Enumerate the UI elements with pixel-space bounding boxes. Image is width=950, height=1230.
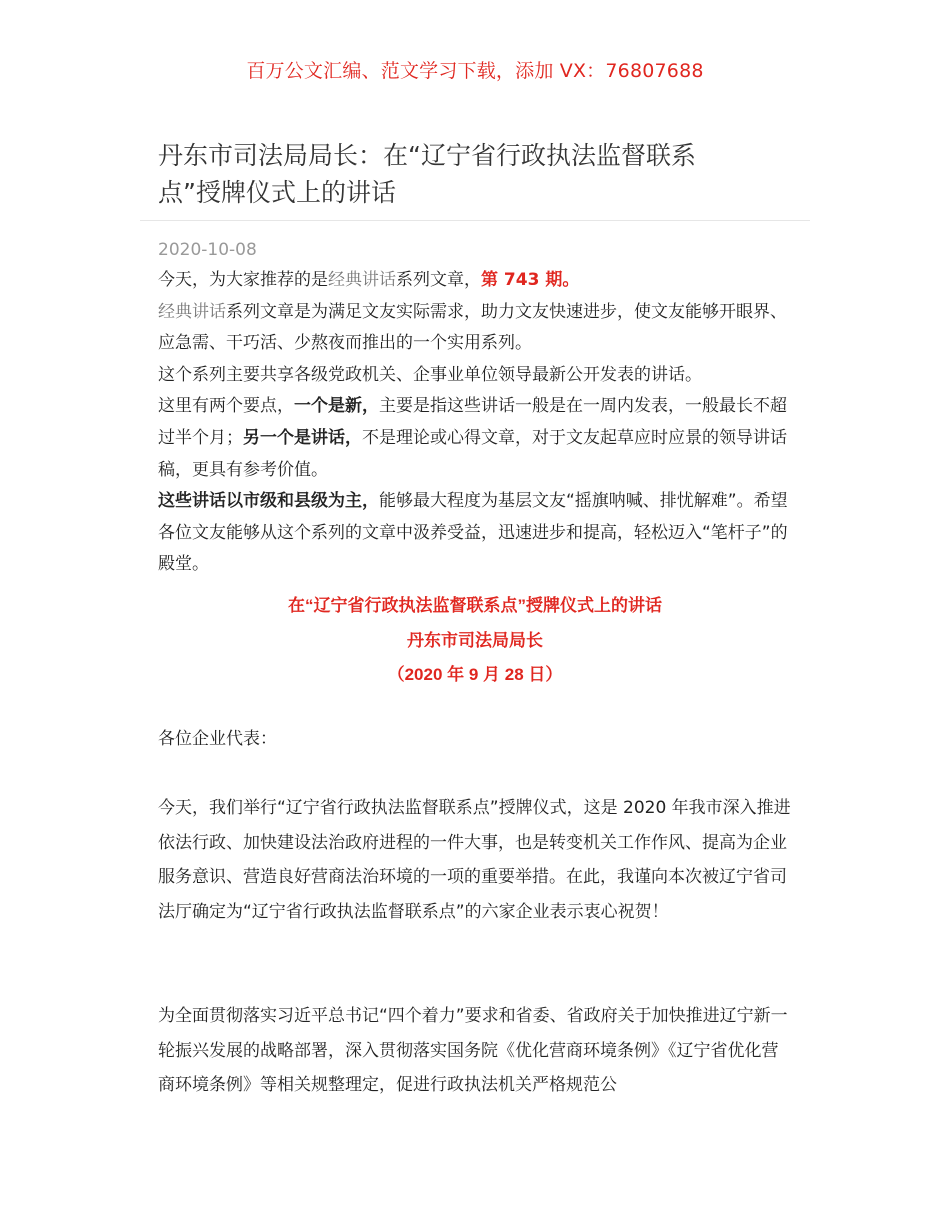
intro-text: 主要是指这些讲话一般是在一周内发表，一般最长不超过半个月； bbox=[158, 396, 787, 448]
speech-paragraph-1: 今天，我们举行“辽宁省行政执法监督联系点”授牌仪式，这是 2020 年我市深入推进依法行政、加快建设法治政府进程的一件大事，也是转变机关工作作风、提高为企业服务意识、营造良好营商法治环境的一项的重要举措。在此，我谨向本次被辽宁省司法厅确定为“辽宁省行政执法监督联系点”的六家企业表示衷心祝贺！ bbox=[158, 798, 791, 922]
speech-greeting: 各位企业代表： bbox=[158, 729, 277, 749]
intro-text: 系列文章是为满足文友实际需求，助力文友快速进步，使文友能够开眼界、应急需、干巧活、少熬夜而推出的一个实用系列。 bbox=[158, 301, 787, 354]
intro-line-5 bbox=[158, 486, 796, 581]
intro-text: 今天，为大家推荐的是 bbox=[158, 270, 328, 290]
intro-text: 能够最大程度为基层文友“摇旗呐喊、排忧解难”。希望各位文友能够从这个系列的文章中汲养受益，迅速进步和提高，轻松迈入“笔杆子”的殿堂。 bbox=[158, 491, 788, 575]
focus-label: 这些讲话以市级和县级为主， bbox=[158, 491, 379, 512]
point-1-label: 一个是新， bbox=[294, 396, 379, 417]
point-2-label: 另一个是讲话， bbox=[243, 427, 362, 448]
speech-paragraph-2: 为全面贯彻落实习近平总书记“四个着力”要求和省委、省政府关于加快推进辽宁新一轮振兴发展的战略部署，深入贯彻落实国务院《优化营商环境条例》《辽宁省优化营商环境条例》等相关规整理定，促进行政执法机关严格规范公 bbox=[158, 1006, 788, 1096]
series-intro bbox=[158, 265, 796, 581]
issue-number: 第 743 期。 bbox=[481, 270, 580, 290]
intro-line-4 bbox=[158, 391, 796, 486]
intro-text: 系列文章， bbox=[396, 270, 481, 290]
publish-date: 2020-10-08 bbox=[158, 240, 257, 260]
intro-text: 不是理论或心得文章，对于文友起草应时应景的领导讲话稿，更具有参考价值。 bbox=[158, 427, 787, 480]
series-name: 经典讲话 bbox=[158, 301, 226, 322]
speech-heading: 在“辽宁省行政执法监督联系点”授牌仪式上的讲话 bbox=[288, 596, 662, 615]
speech-date: （2020 年 9 月 28 日） bbox=[387, 665, 563, 684]
watermark-banner: 百万公文汇编、范文学习下载，添加 VX：76807688 bbox=[246, 60, 704, 82]
speech-heading-block bbox=[158, 589, 792, 693]
title-divider bbox=[140, 220, 810, 221]
intro-text: 这里有两个要点， bbox=[158, 396, 294, 417]
article-title: 丹东市司法局局长：在“辽宁省行政执法监督联系点”授牌仪式上的讲话 bbox=[158, 141, 696, 207]
intro-line-3: 这个系列主要共享各级党政机关、企事业单位领导最新公开发表的讲话。 bbox=[158, 364, 702, 385]
intro-line-1 bbox=[158, 265, 796, 297]
speech-speaker: 丹东市司法局局长 bbox=[407, 630, 543, 650]
intro-line-2 bbox=[158, 297, 796, 360]
series-name: 经典讲话 bbox=[328, 270, 396, 290]
